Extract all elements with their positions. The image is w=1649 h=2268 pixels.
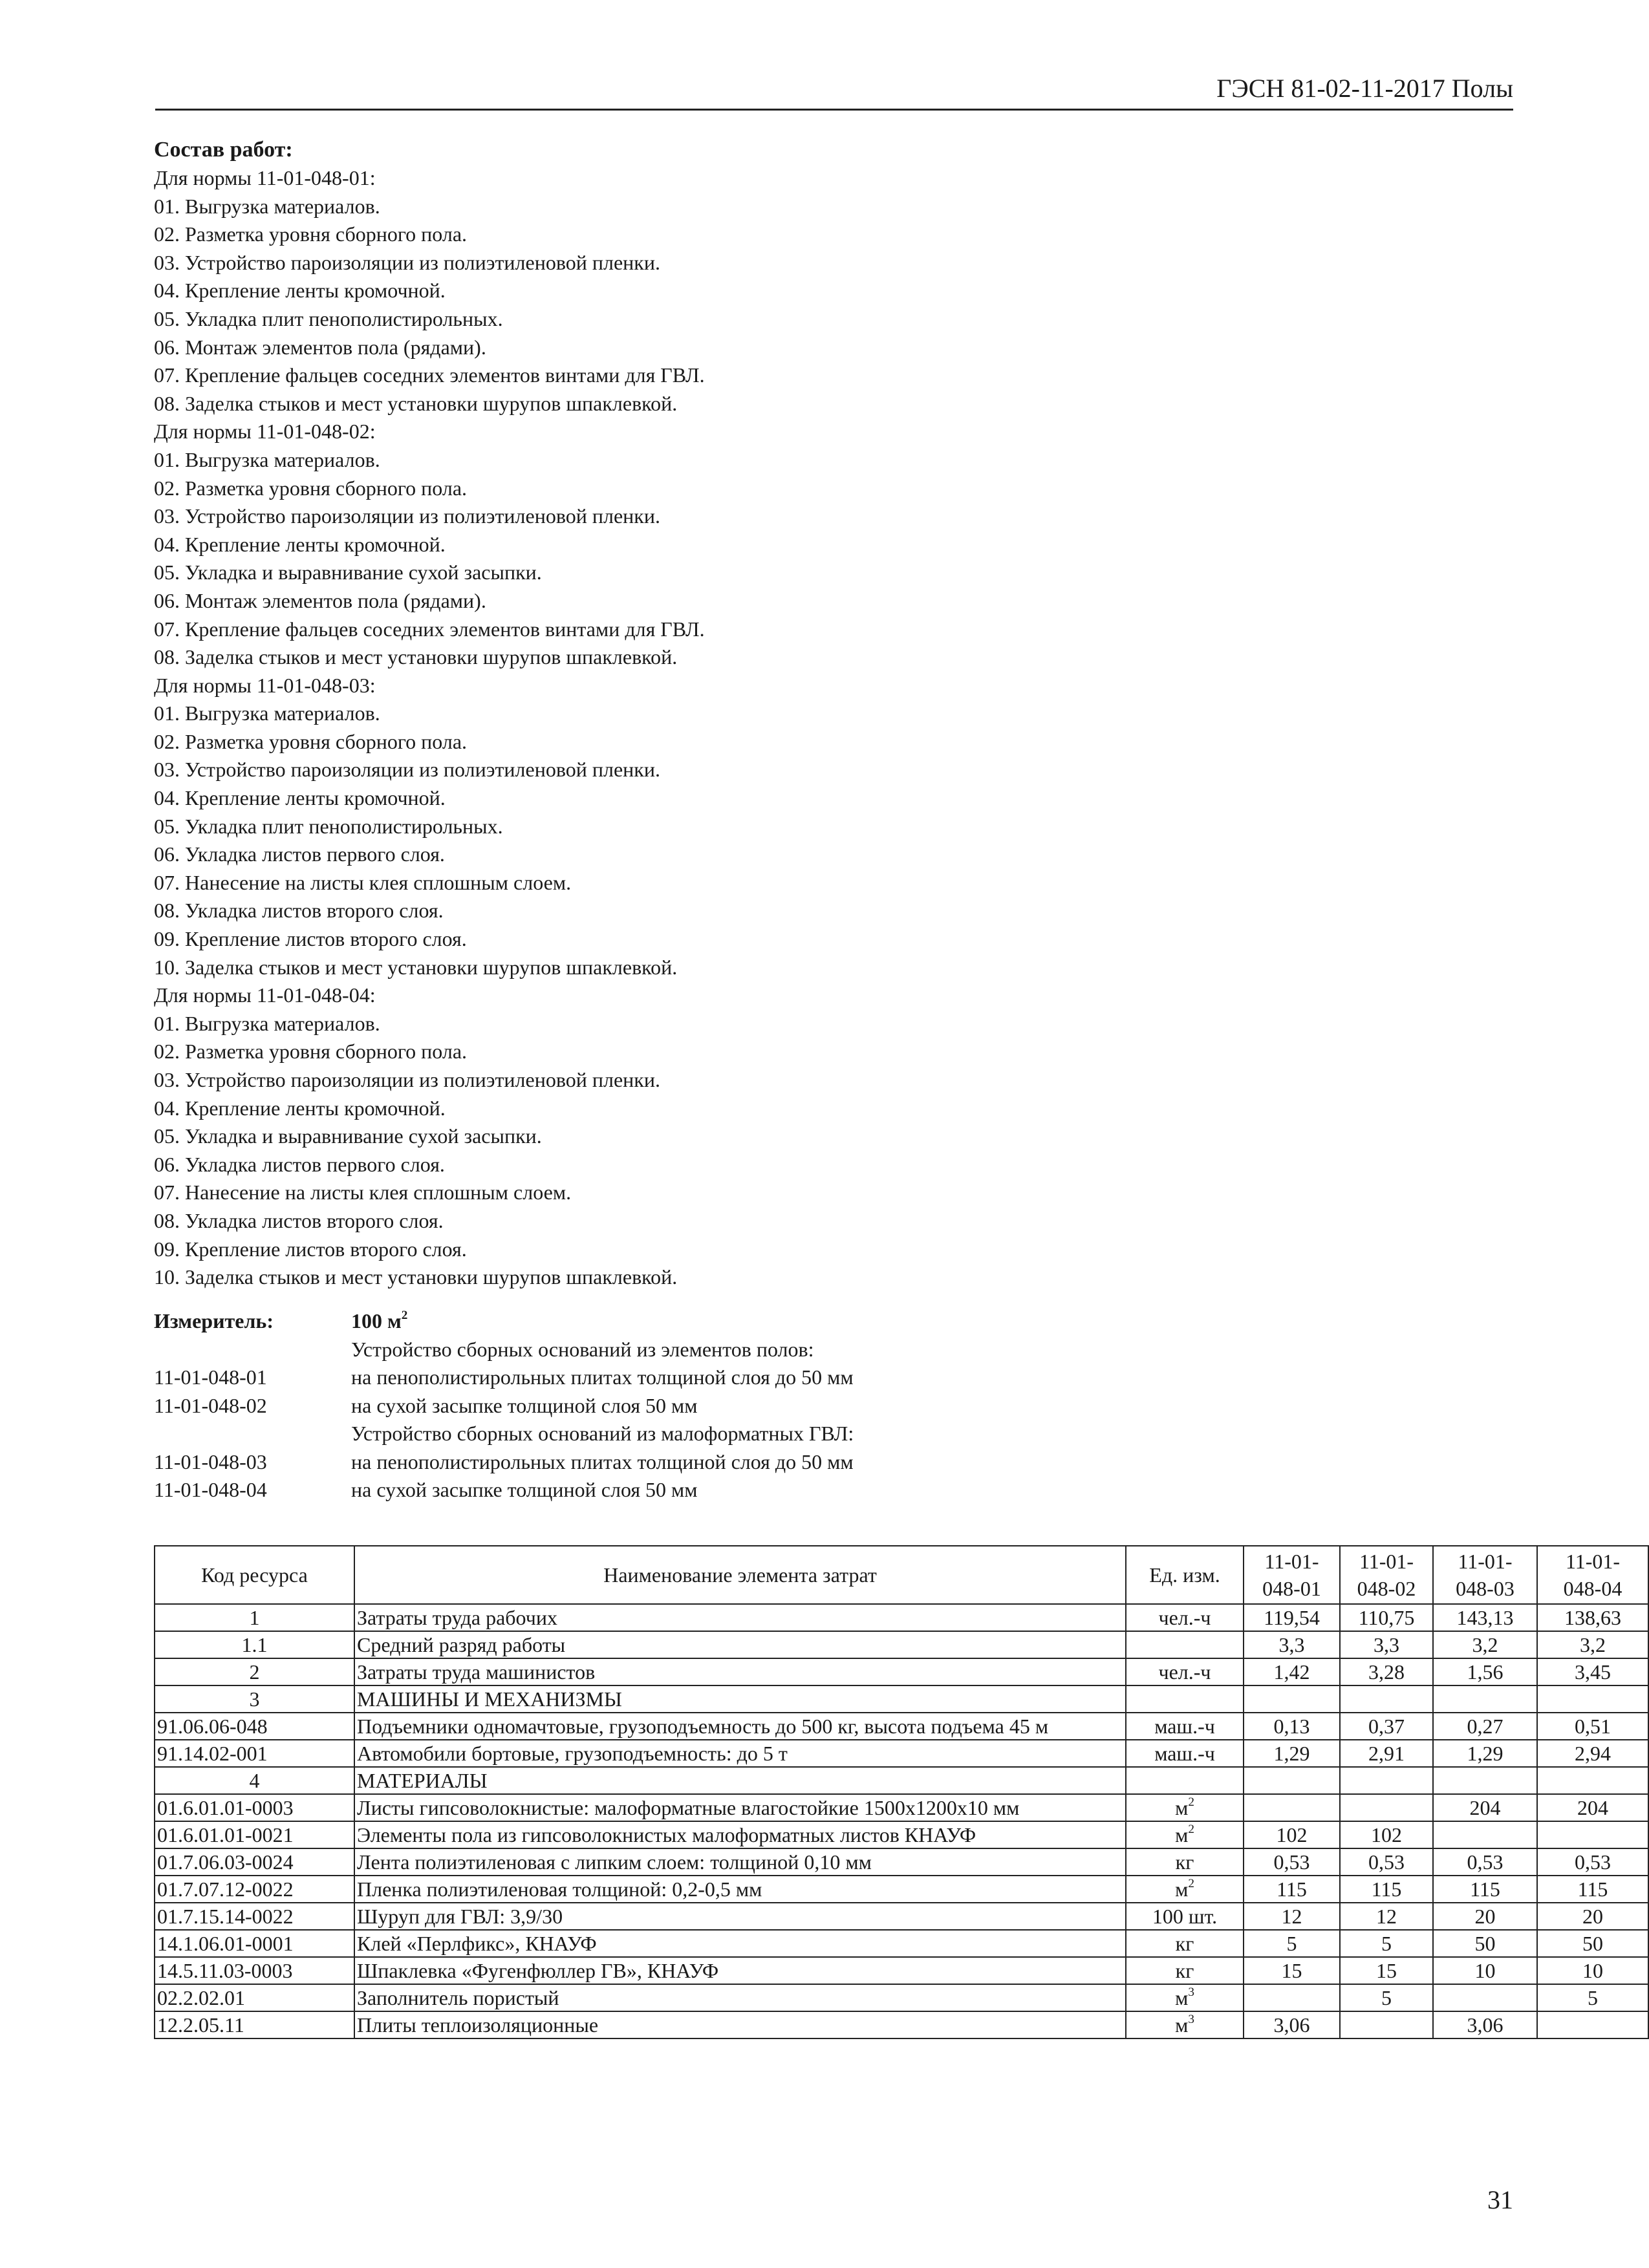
cell-name: Автомобили бортовые, грузоподъемность: до 5 т xyxy=(354,1740,1126,1767)
cell-value-norm-1: 1,29 xyxy=(1244,1740,1340,1767)
table-row xyxy=(155,1794,1648,1821)
cell-unit xyxy=(1126,1631,1244,1658)
cell-value-norm-1: 102 xyxy=(1244,1821,1340,1848)
cell-value-norm-1: 12 xyxy=(1244,1903,1340,1930)
header-name: Наименование элемента затрат xyxy=(354,1546,1126,1604)
work-step-line: 05. Укладка плит пенополистирольных. xyxy=(154,306,503,330)
work-step-line: 04. Крепление ленты кромочной. xyxy=(154,786,446,810)
cell-value-norm-3 xyxy=(1433,1821,1537,1848)
cell-unit: $м^3$ xyxy=(1126,2011,1244,2038)
work-step-line: 06. Монтаж элементов пола (рядами). xyxy=(154,588,486,612)
cell-value-norm-1: 0,53 xyxy=(1244,1848,1340,1876)
cell-value-norm-4: 20 xyxy=(1537,1903,1648,1930)
header-norm-2: 11-01- 048-02 xyxy=(1340,1546,1433,1604)
cell-unit: кг xyxy=(1126,1957,1244,1984)
cell-value-norm-3: 20 xyxy=(1433,1903,1537,1930)
header-norm-4: 11-01- 048-04 xyxy=(1537,1546,1648,1604)
work-step-line: 02. Разметка уровня сборного пола. xyxy=(154,729,468,753)
cell-code: 1 xyxy=(155,1604,354,1631)
meter-code xyxy=(154,1336,351,1364)
cell-name: Листы гипсоволокнистые: малоформатные влагостойкие 1500х1200х10 мм xyxy=(354,1794,1126,1821)
cell-value-norm-1 xyxy=(1244,1984,1340,2011)
table-row xyxy=(155,1713,1648,1740)
cell-code: 14.5.11.03-0003 xyxy=(155,1957,354,1984)
cell-name: МАШИНЫ И МЕХАНИЗМЫ xyxy=(354,1685,1126,1713)
resource-cost-table xyxy=(154,1545,1649,2039)
cell-value-norm-2: 5 xyxy=(1340,1984,1433,2011)
cell-unit xyxy=(1126,1685,1244,1713)
work-step-line: 08. Заделка стыков и мест установки шурупов шпаклевкой. xyxy=(154,645,678,669)
cell-value-norm-2 xyxy=(1340,1685,1433,1713)
cell-value-norm-3: 50 xyxy=(1433,1930,1537,1957)
table-row xyxy=(155,1903,1648,1930)
work-step-line: 10. Заделка стыков и мест установки шурупов шпаклевкой. xyxy=(154,955,678,979)
cell-value-norm-4: 2,94 xyxy=(1537,1740,1648,1767)
cell-unit: чел.-ч xyxy=(1126,1658,1244,1685)
cell-value-norm-1: 115 xyxy=(1244,1876,1340,1903)
cell-code: 02.2.02.01 xyxy=(155,1984,354,2011)
meter-code: 11-01-048-03 xyxy=(154,1450,267,1473)
cell-unit: кг xyxy=(1126,1848,1244,1876)
work-step-line: 06. Укладка листов первого слоя. xyxy=(154,1152,445,1176)
cell-name: Подъемники одномачтовые, грузоподъемность до 500 кг, высота подъема 45 м xyxy=(354,1713,1126,1740)
table-row xyxy=(155,1848,1648,1876)
cell-name: Лента полиэтиленовая с липким слоем: толщиной 0,10 мм xyxy=(354,1848,1126,1876)
work-step-line: 04. Крепление ленты кромочной. xyxy=(154,279,446,303)
work-step-line: Для нормы 11-01-048-03: xyxy=(154,673,376,697)
cell-code: 01.7.15.14-0022 xyxy=(155,1903,354,1930)
table-header-row xyxy=(155,1546,1648,1604)
cell-value-norm-4: 3,45 xyxy=(1537,1658,1648,1685)
table-row xyxy=(155,1631,1648,1658)
page-number: 31 xyxy=(1487,2185,1513,2214)
cell-value-norm-4: 0,51 xyxy=(1537,1713,1648,1740)
cell-value-norm-2 xyxy=(1340,2011,1433,2038)
table-row xyxy=(155,1740,1648,1767)
table-row xyxy=(155,1984,1648,2011)
header-unit: Ед. изм. xyxy=(1126,1546,1244,1604)
work-step-line: 04. Крепление ленты кромочной. xyxy=(154,1096,446,1120)
cell-unit: кг xyxy=(1126,1930,1244,1957)
work-step-line: 09. Крепление листов второго слоя. xyxy=(154,927,467,951)
cell-value-norm-1 xyxy=(1244,1794,1340,1821)
cell-value-norm-3: 1,56 xyxy=(1433,1658,1537,1685)
meter-header-row xyxy=(154,1307,1512,1336)
cell-value-norm-3: 1,29 xyxy=(1433,1740,1537,1767)
cell-name: Пленка полиэтиленовая толщиной: 0,2-0,5 мм xyxy=(354,1876,1126,1903)
work-composition xyxy=(154,136,1512,1292)
table-row xyxy=(155,1658,1648,1685)
cell-value-norm-4 xyxy=(1537,1821,1648,1848)
work-step-line: 02. Разметка уровня сборного пола. xyxy=(154,1040,468,1064)
cell-value-norm-4: 138,63 xyxy=(1537,1604,1648,1631)
work-step-line: 08. Укладка листов второго слоя. xyxy=(154,899,444,923)
cell-value-norm-4 xyxy=(1537,2011,1648,2038)
cell-value-norm-2 xyxy=(1340,1767,1433,1794)
cell-unit: $м^3$ xyxy=(1126,1984,1244,2011)
cell-name: Заполнитель пористый xyxy=(354,1984,1126,2011)
cell-value-norm-1: 5 xyxy=(1244,1930,1340,1957)
work-step-line: 01. Выгрузка материалов. xyxy=(154,194,380,218)
cell-code: 91.14.02-001 xyxy=(155,1740,354,1767)
cell-value-norm-2: 2,91 xyxy=(1340,1740,1433,1767)
work-step-line: 07. Крепление фальцев соседних элементов винтами для ГВЛ. xyxy=(154,617,705,641)
work-step-line: 03. Устройство пароизоляции из полиэтиленовой пленки. xyxy=(154,1068,660,1091)
table-row xyxy=(155,1604,1648,1631)
meter-description: Устройство сборных оснований из малоформатных ГВЛ: xyxy=(351,1422,854,1445)
work-step-line: 02. Разметка уровня сборного пола. xyxy=(154,476,468,500)
cell-value-norm-3: 10 xyxy=(1433,1957,1537,1984)
cell-code: 14.1.06.01-0001 xyxy=(155,1930,354,1957)
cell-name: Шпаклевка «Фугенфюллер ГВ», КНАУФ xyxy=(354,1957,1126,1984)
work-step-line: 05. Укладка и выравнивание сухой засыпки. xyxy=(154,561,542,584)
work-step-line: 08. Укладка листов второго слоя. xyxy=(154,1208,444,1232)
work-step-line: 09. Крепление листов второго слоя. xyxy=(154,1237,467,1261)
cell-value-norm-4: 5 xyxy=(1537,1984,1648,2011)
meter-row xyxy=(154,1476,1512,1504)
cell-code: 1.1 xyxy=(155,1631,354,1658)
cell-value-norm-3: 143,13 xyxy=(1433,1604,1537,1631)
cell-unit: 100 шт. xyxy=(1126,1903,1244,1930)
cell-value-norm-2: 15 xyxy=(1340,1957,1433,1984)
meter-code: 11-01-048-02 xyxy=(154,1393,267,1417)
cell-value-norm-2: 3,28 xyxy=(1340,1658,1433,1685)
cell-unit xyxy=(1126,1767,1244,1794)
work-step-line: 03. Устройство пароизоляции из полиэтиленовой пленки. xyxy=(154,504,660,528)
meter-block xyxy=(154,1307,1512,1504)
cell-value-norm-1: 119,54 xyxy=(1244,1604,1340,1631)
cell-name: Затраты труда машинистов xyxy=(354,1658,1126,1685)
cell-value-norm-3 xyxy=(1433,1984,1537,2011)
cell-value-norm-2: 5 xyxy=(1340,1930,1433,1957)
cell-code: 01.7.06.03-0024 xyxy=(155,1848,354,1876)
table-row xyxy=(155,1821,1648,1848)
cell-value-norm-3 xyxy=(1433,1685,1537,1713)
cell-name: Средний разряд работы xyxy=(354,1631,1126,1658)
cell-name: МАТЕРИАЛЫ xyxy=(354,1767,1126,1794)
cell-value-norm-1: 15 xyxy=(1244,1957,1340,1984)
work-step-line: Для нормы 11-01-048-01: xyxy=(154,166,376,189)
cell-code: 12.2.05.11 xyxy=(155,2011,354,2038)
cell-unit: $м^2$ xyxy=(1126,1794,1244,1821)
cell-value-norm-2: 0,37 xyxy=(1340,1713,1433,1740)
cell-value-norm-2: 115 xyxy=(1340,1876,1433,1903)
cell-value-norm-2: 0,53 xyxy=(1340,1848,1433,1876)
table-row xyxy=(155,1767,1648,1794)
work-composition-title: Состав работ: xyxy=(154,138,293,162)
work-step-line: 08. Заделка стыков и мест установки шурупов шпаклевкой. xyxy=(154,391,678,415)
cell-code: 01.6.01.01-0021 xyxy=(155,1821,354,1848)
cell-code: 91.06.06-048 xyxy=(155,1713,354,1740)
cell-value-norm-4: 0,53 xyxy=(1537,1848,1648,1876)
cell-value-norm-1 xyxy=(1244,1767,1340,1794)
meter-row xyxy=(154,1420,1512,1448)
work-step-line: 07. Крепление фальцев соседних элементов винтами для ГВЛ. xyxy=(154,363,705,387)
meter-description: на сухой засыпке толщиной слоя 50 мм xyxy=(351,1478,698,1501)
table-row xyxy=(155,1957,1648,1984)
cell-value-norm-1: 3,06 xyxy=(1244,2011,1340,2038)
cell-unit: чел.-ч xyxy=(1126,1604,1244,1631)
cell-code: 2 xyxy=(155,1658,354,1685)
meter-description: на пенополистирольных плитах толщиной слоя до 50 мм xyxy=(351,1450,854,1473)
work-step-line: 01. Выгрузка материалов. xyxy=(154,701,380,725)
cell-value-norm-2: 102 xyxy=(1340,1821,1433,1848)
work-step-line: Для нормы 11-01-048-04: xyxy=(154,983,376,1007)
table-row xyxy=(155,2011,1648,2038)
cell-value-norm-1: 1,42 xyxy=(1244,1658,1340,1685)
cell-unit: маш.-ч xyxy=(1126,1740,1244,1767)
work-step-line: 05. Укладка плит пенополистирольных. xyxy=(154,814,503,838)
cell-unit: $м^2$ xyxy=(1126,1821,1244,1848)
work-step-line: 01. Выгрузка материалов. xyxy=(154,1011,380,1035)
cell-value-norm-4 xyxy=(1537,1685,1648,1713)
cell-value-norm-2 xyxy=(1340,1794,1433,1821)
meter-code: 11-01-048-01 xyxy=(154,1365,267,1389)
cell-value-norm-4: 115 xyxy=(1537,1876,1648,1903)
cell-value-norm-3: 115 xyxy=(1433,1876,1537,1903)
meter-rows xyxy=(154,1336,1512,1504)
meter-row xyxy=(154,1448,1512,1477)
meter-row xyxy=(154,1392,1512,1420)
header-norm-1: 11-01- 048-01 xyxy=(1244,1546,1340,1604)
work-steps-list xyxy=(154,164,1512,1292)
cell-value-norm-2: 3,3 xyxy=(1340,1631,1433,1658)
cell-name: Шуруп для ГВЛ: 3,9/30 xyxy=(354,1903,1126,1930)
meter-label: Измеритель: xyxy=(154,1309,274,1332)
header-code: Код ресурса xyxy=(155,1546,354,1604)
work-step-line: 06. Монтаж элементов пола (рядами). xyxy=(154,335,486,359)
cell-value-norm-3: 3,06 xyxy=(1433,2011,1537,2038)
cell-name: Элементы пола из гипсоволокнистых малоформатных листов КНАУФ xyxy=(354,1821,1126,1848)
work-step-line: 07. Нанесение на листы клея сплошным слоем. xyxy=(154,870,572,894)
cell-value-norm-2: 12 xyxy=(1340,1903,1433,1930)
meter-row xyxy=(154,1336,1512,1364)
cell-name: Плиты теплоизоляционные xyxy=(354,2011,1126,2038)
cell-value-norm-4: 10 xyxy=(1537,1957,1648,1984)
work-step-line: 01. Выгрузка материалов. xyxy=(154,447,380,471)
meter-row xyxy=(154,1364,1512,1392)
cell-name: Клей «Перлфикс», КНАУФ xyxy=(354,1930,1126,1957)
work-step-line: 03. Устройство пароизоляции из полиэтиленовой пленки. xyxy=(154,758,660,782)
cell-value-norm-3 xyxy=(1433,1767,1537,1794)
table-row xyxy=(155,1876,1648,1903)
cell-value-norm-2: 110,75 xyxy=(1340,1604,1433,1631)
meter-code xyxy=(154,1420,351,1448)
meter-description: Устройство сборных оснований из элементов полов: xyxy=(351,1337,814,1361)
document-title: ГЭСН 81-02-11-2017 Полы xyxy=(1216,74,1513,103)
work-step-line: 05. Укладка и выравнивание сухой засыпки. xyxy=(154,1124,542,1148)
cell-value-norm-3: 0,27 xyxy=(1433,1713,1537,1740)
work-step-line: 02. Разметка уровня сборного пола. xyxy=(154,222,468,246)
meter-description: на сухой засыпке толщиной слоя 50 мм xyxy=(351,1393,698,1417)
cell-code: 01.6.01.01-0003 xyxy=(155,1794,354,1821)
cell-value-norm-4: 3,2 xyxy=(1537,1631,1648,1658)
meter-code: 11-01-048-04 xyxy=(154,1478,267,1501)
cell-unit: маш.-ч xyxy=(1126,1713,1244,1740)
cell-value-norm-4 xyxy=(1537,1767,1648,1794)
work-step-line: 10. Заделка стыков и мест установки шурупов шпаклевкой. xyxy=(154,1265,678,1289)
header-norm-3: 11-01- 048-03 xyxy=(1433,1546,1537,1604)
running-header xyxy=(155,70,1513,111)
table-row xyxy=(155,1685,1648,1713)
cell-code: 3 xyxy=(155,1685,354,1713)
cell-value-norm-3: 3,2 xyxy=(1433,1631,1537,1658)
work-step-line: 03. Устройство пароизоляции из полиэтиленовой пленки. xyxy=(154,250,660,274)
cell-value-norm-3: 0,53 xyxy=(1433,1848,1537,1876)
meter-unit: 100 $м^2$ xyxy=(351,1309,408,1332)
table-body xyxy=(155,1604,1648,2038)
cell-value-norm-4: 50 xyxy=(1537,1930,1648,1957)
work-step-line: 07. Нанесение на листы клея сплошным слоем. xyxy=(154,1181,572,1204)
work-step-line: Для нормы 11-01-048-02: xyxy=(154,420,376,444)
cell-value-norm-1: 3,3 xyxy=(1244,1631,1340,1658)
cell-value-norm-3: 204 xyxy=(1433,1794,1537,1821)
cell-value-norm-1 xyxy=(1244,1685,1340,1713)
cell-value-norm-4: 204 xyxy=(1537,1794,1648,1821)
cell-unit: $м^2$ xyxy=(1126,1876,1244,1903)
work-step-line: 06. Укладка листов первого слоя. xyxy=(154,842,445,866)
cell-name: Затраты труда рабочих xyxy=(354,1604,1126,1631)
cell-code: 4 xyxy=(155,1767,354,1794)
work-step-line: 04. Крепление ленты кромочной. xyxy=(154,532,446,556)
table-row xyxy=(155,1930,1648,1957)
cell-code: 01.7.07.12-0022 xyxy=(155,1876,354,1903)
meter-description: на пенополистирольных плитах толщиной слоя до 50 мм xyxy=(351,1365,854,1389)
cell-value-norm-1: 0,13 xyxy=(1244,1713,1340,1740)
